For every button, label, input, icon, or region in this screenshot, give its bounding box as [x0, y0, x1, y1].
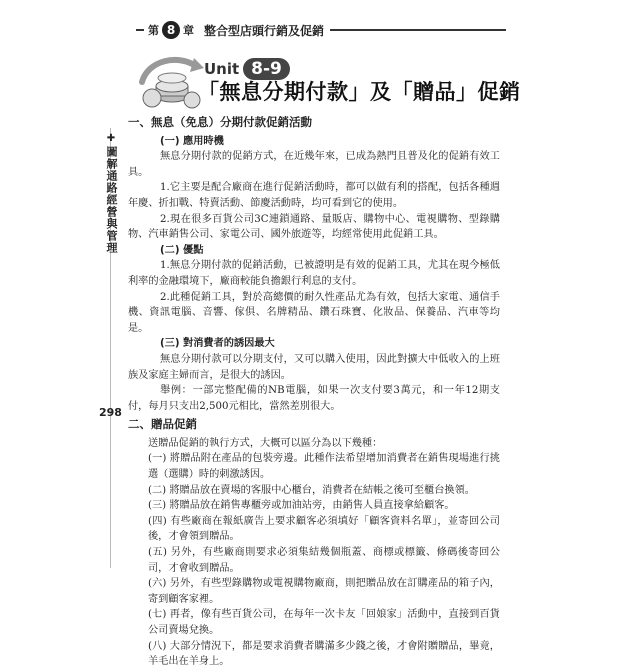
unit-word: Unit — [204, 60, 240, 78]
chapter-title: 整合型店頭行銷及促銷 — [198, 20, 330, 40]
section-1-heading: 一、無息（免息）分期付款促銷活動 — [128, 115, 312, 129]
list-item: (三) 將贈品放在銷售專櫃旁或加油站旁，由銷售人員直接拿給顧客。 — [148, 500, 455, 512]
paragraph: 無息分期付款的促銷方式，在近幾年來，已成為熱門且普及化的促銷有效工具。 — [128, 151, 500, 178]
page-body — [128, 112, 500, 670]
book-title-vertical: 圖解通路經營與管理 — [105, 146, 118, 254]
section-2-heading: 二、贈品促銷 — [128, 417, 197, 432]
paragraph: 送贈品促銷的執行方式，大概可以區分為以下幾種： — [148, 437, 383, 449]
paragraph: 2.現在很多百貨公司3C連鎖通路、量販店、購物中心、電視購物、型錄購物、汽車銷售公司、家電公司、國外旅遊等，均經常使用此促銷工具。 — [128, 213, 500, 241]
unit-code-badge: 8-9 — [243, 58, 290, 80]
page-number: 298 — [99, 406, 122, 419]
list-item: (二) 將贈品放在賣場的客服中心櫃台，消費者在結帳之後可至櫃台換領。 — [148, 484, 475, 496]
paragraph: 無息分期付款可以分期支付，又可以購入使用，因此對擴大中低收入的上班族及家庭主婦而言，是很大的誘因。 — [128, 353, 500, 381]
chapter-number: 8 — [162, 21, 180, 39]
list-item: (一) 將贈品附在產品的包裝旁邊。此種作法希望增加消費者在銷售現場進行挑選（選購）時的刺激誘因。 — [148, 453, 500, 481]
chapter-header — [136, 20, 506, 40]
paragraph: 舉例：一部完整配備的NB電腦，如果一次支付要3萬元，和一年12期支付，每月只支出2,500元相比，當然差別很大。 — [128, 385, 500, 412]
list-item: (七) 再者，像有些百貨公司，在每年一次卡友「回娘家」活動中，直接到百貨公司賣場兌換。 — [148, 609, 500, 636]
chapter-prefix: 第 — [148, 24, 159, 37]
list-item: (五) 另外，有些廠商則要求必須集結幾個瓶蓋、商標或標籤、條碼後寄回公司，才會收到贈品。 — [148, 547, 500, 574]
paragraph: 2.此種促銷工具，對於高總價的耐久性產品尤為有效，包括大家電、通信手機、資訊電腦、音響、傢俱、名牌精品、鑽石珠寶、化妝品、保養品、汽車等均是。 — [128, 291, 500, 334]
cross-icon: ✚ — [106, 133, 116, 144]
section-1b-heading: (二) 優點 — [160, 244, 204, 256]
list-item: (六) 另外，有些型錄購物或電視購物廠商，則把贈品放在訂購產品的箱子內，寄到顧客家裡。 — [148, 578, 500, 605]
chapter-suffix: 章 — [183, 24, 194, 37]
paragraph: 1.它主要是配合廠商在進行促銷活動時，都可以做有利的搭配，包括各種週年慶、折扣戰、特賣活動、節慶活動時，均可看到它的使用。 — [128, 182, 500, 209]
section-1c-heading: (三) 對消費者的誘因最大 — [160, 338, 275, 350]
section-1a-heading: (一) 應用時機 — [160, 135, 224, 147]
list-item: (八) 大部分情況下，都是要求消費者購滿多少錢之後，才會附贈贈品，畢竟，羊毛出在羊身上。 — [148, 640, 500, 668]
side-tab — [102, 133, 120, 254]
list-item: (四) 有些廠商在報紙廣告上要求顧客必須填好「顧客資料名單」，並寄回公司後，才會領到贈品。 — [148, 515, 500, 543]
paragraph: 1.無息分期付款的促銷活動，已被證明是有效的促銷工具，尤其在現今極低利率的金融環境下，廠商較能負擔銀行利息的支付。 — [128, 260, 500, 287]
chapter-tag — [144, 20, 198, 40]
unit-title: 「無息分期付款」及「贈品」促銷 — [198, 80, 521, 104]
